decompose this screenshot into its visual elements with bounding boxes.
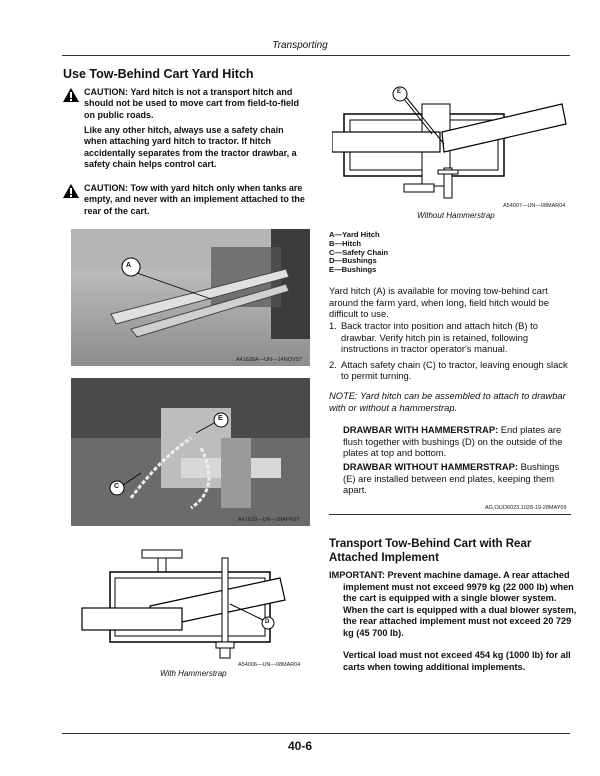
caution-safety-chain: Like any other hitch, always use a safety chain when attaching yard hitch to tractor. If hitch accidentally separates from the tractor drawbar, a safety chain helps control cart. (84, 125, 297, 169)
figure-code: A54007—UN—08MAR04 (503, 203, 566, 209)
page-number: 40-6 (287, 739, 313, 753)
caution-transport: CAUTION: Yard hitch is not a transport hitch and should not be used to move cart from field-to-field on public roads. (84, 87, 300, 120)
with-hammerstrap-text: End plates are flush together with bushings (D) on the outside of the plates at top and bottom. (343, 424, 563, 459)
legend-item: A—Yard Hitch (329, 230, 380, 239)
without-hammerstrap-label: DRAWBAR WITHOUT HAMMERSTRAP: (343, 461, 518, 472)
note: NOTE: Yard hitch can be assembled to attach to drawbar with or without a hammerstrap. (329, 390, 566, 413)
legend-item: E—Bushings (329, 265, 377, 275)
figure-code: A41629—UN—28APR97 (238, 517, 300, 523)
photo-yard-hitch (71, 229, 310, 366)
list-item (329, 359, 569, 382)
step-text: Attach safety chain (C) to tractor, leaving enough slack to permit turning. (341, 358, 568, 382)
diagram-without-hammerstrap (332, 84, 572, 204)
legend-item: B—Hitch (329, 238, 362, 248)
without-hammerstrap-text: Bushings (E) are installed between end plates, keeping them apart. (343, 461, 560, 496)
step-number: 2. (329, 358, 337, 370)
warning-icon (62, 87, 80, 103)
label-d: D (265, 619, 270, 625)
without-hammerstrap-paragraph (343, 461, 571, 496)
footer-rule (62, 733, 570, 734)
intro-paragraph: Yard hitch (A) is available for moving tow-behind cart around the farm yard, when long, field hitch would be difficult to use. (329, 285, 549, 320)
figure-legend (329, 231, 388, 275)
label-a: A (126, 262, 132, 269)
diagram-caption: With Hammerstrap (160, 669, 227, 678)
diagram-caption: Without Hammerstrap (417, 211, 495, 220)
photo-safety-chain (71, 378, 310, 526)
figure-code: A54006—UN—08MAR04 (238, 662, 301, 668)
label-e: E (218, 415, 223, 422)
legend-item: C—Safety Chain (329, 247, 389, 257)
step-number: 1. (329, 320, 337, 331)
steps-list (329, 320, 569, 382)
important-notice: IMPORTANT: Prevent machine damage. A rear attached implement must not exceed 9979 kg (22 000 lb) when the cart is equipped with a single blower system. When the cart is equipped with a dual blower system, the rear attached implement must not exceed 20 729 kg (45 700 lb). (329, 570, 577, 638)
section-title-2: Transport Tow-Behind Cart with Rear Attached Implement (329, 538, 532, 564)
caution-empty-tanks: CAUTION: Tow with yard hitch only when tanks are empty, and never with an implement attached to the rear of the cart. (84, 183, 305, 216)
with-hammerstrap-label: DRAWBAR WITH HAMMERSTRAP: (343, 424, 499, 435)
legend-item: D—Bushings (329, 256, 377, 266)
header-rule (62, 55, 570, 56)
figure-code: A41628A—UN—14NOV97 (236, 357, 302, 363)
with-hammerstrap-paragraph (343, 424, 573, 459)
diagram-with-hammerstrap (80, 548, 310, 664)
label-c: C (114, 483, 120, 490)
warning-icon (62, 183, 80, 199)
section-header: Transporting (272, 40, 328, 51)
step-text: Back tractor into position and attach hitch (B) to drawbar. Verify hitch pin is retained, following instructions in tractor operator's manual. (341, 320, 538, 355)
reference-code: AG,OUO6023,1028-19-28MAY09 (485, 505, 567, 511)
list-item (329, 320, 569, 355)
vertical-load-notice: Vertical load must not exceed 454 kg (1000 lb) for all carts when towing additional implements. (343, 650, 571, 672)
section-title: Use Tow-Behind Cart Yard Hitch (63, 67, 254, 81)
section-rule (329, 514, 571, 515)
label-e-diagram: E (397, 89, 402, 95)
